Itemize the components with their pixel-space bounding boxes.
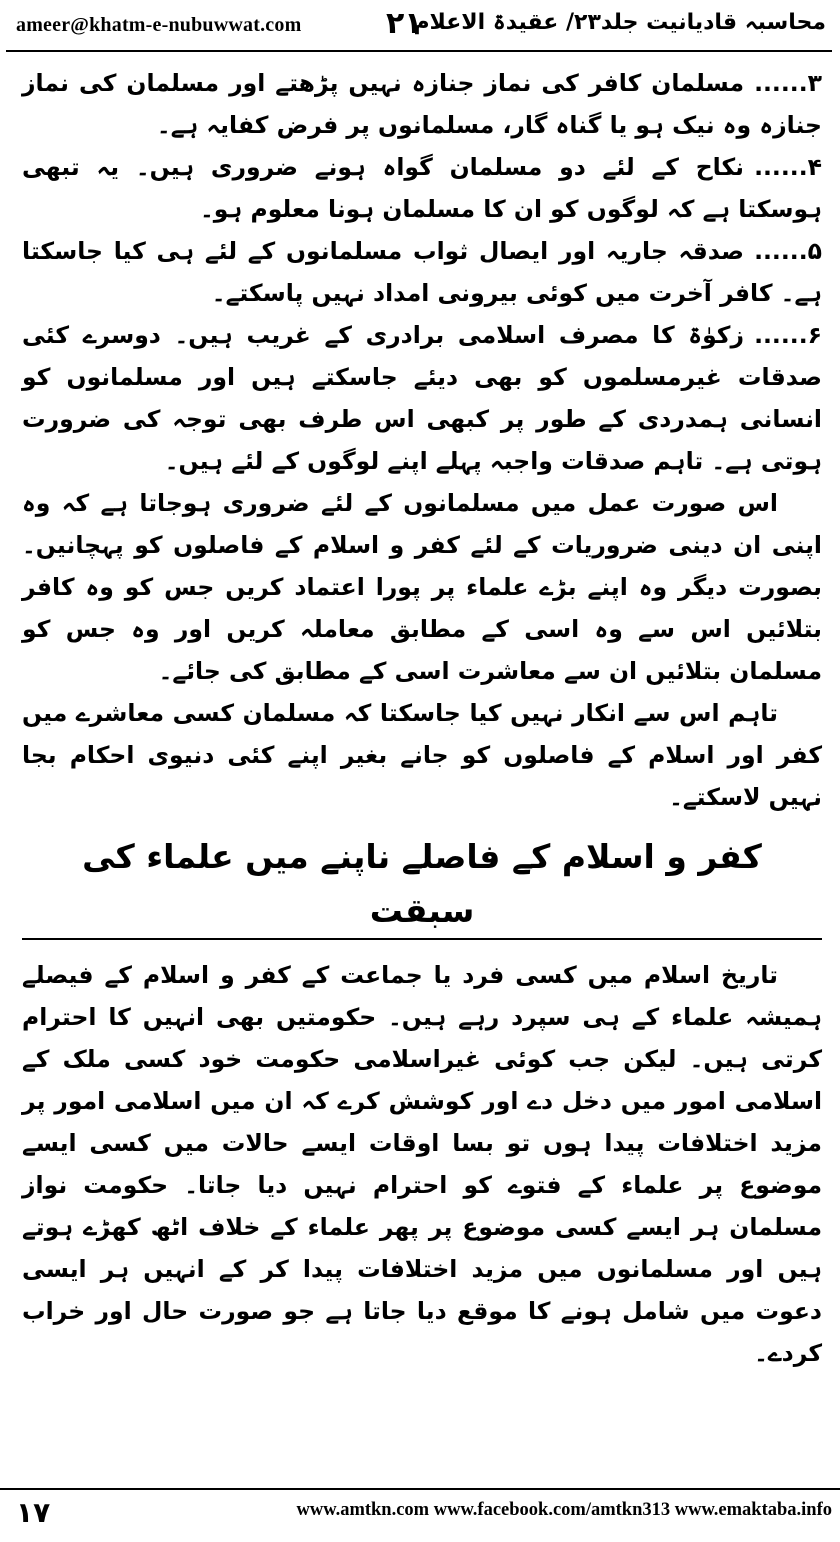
header-email[interactable]: ameer@khatm-e-nubuwwat.com <box>16 14 302 36</box>
list-item-number: ۳...... <box>754 69 822 97</box>
list-item-number: ۵...... <box>754 237 822 265</box>
body-paragraph: تاہم اس سے انکار نہیں کیا جاسکتا کہ مسلمان کسی معاشرے میں کفر اور اسلام کے فاصلوں کو جانے بغیر اپنے کئی دنیوی احکام بجا نہیں لاسکتے۔ <box>22 699 822 811</box>
list-item-number: ۶...... <box>754 321 822 349</box>
footer-links[interactable]: www.amtkn.com www.facebook.com/amtkn313 www.emaktaba.info <box>296 1500 832 1520</box>
page-footer <box>0 1488 840 1542</box>
header-title: محاسبہ قادیانیت جلد۲۳/ عقیدۃ الاعلام <box>413 10 826 35</box>
list-item <box>22 230 822 314</box>
list-item <box>22 62 822 146</box>
list-item <box>22 146 822 230</box>
section-heading <box>22 830 822 940</box>
list-item-text: نکاح کے لئے دو مسلمان گواہ ہونے ضروری ہیں۔ یہ تبھی ہوسکتا ہے کہ لوگوں کو ان کا مسلمان ہونا معلوم ہو۔ <box>22 153 822 223</box>
page-header <box>6 0 832 52</box>
page-content <box>22 62 822 1374</box>
section-heading-text: کفر و اسلام کے فاصلے ناپنے میں علماء کی سبقت <box>22 830 822 940</box>
body-paragraph: تاریخ اسلام میں کسی فرد یا جماعت کے کفر و اسلام کے فیصلے ہمیشہ علماء کے ہی سپرد رہے ہیں۔ حکومتیں بھی انہیں کا احترام کرتی ہیں۔ لیکن جب کوئی غیراسلامی حکومت خود کسی ملک کے اسلامی امور میں دخل دے اور کوشش کرے کہ ان میں اسلامی امور پر مزید اختلافات پیدا ہوں تو بسا اوقات ایسے حالات میں کسی ایسے موضوع پر علماء کے فتوے کو احترام نہیں دیا جاتا۔ حکومت نواز مسلمان ہر ایسے کسی موضوع پر پھر علماء کے خلاف اٹھ کھڑے ہوتے ہیں اور مسلمانوں میں مزید اختلافات پیدا کر کے انہیں ہر ایسی دعوت میں شامل ہونے کا موقع دیا جاتا ہے جو صورت حال اور خراب کردے۔ <box>22 961 822 1367</box>
footer-page-number: ۱۷ <box>16 1496 51 1529</box>
body-paragraph: اس صورت عمل میں مسلمانوں کے لئے ضروری ہوجاتا ہے کہ وہ اپنی ان دینی ضروریات کے لئے کفر و اسلام کے فاصلوں کو پہچانیں۔ بصورت دیگر وہ اپنے بڑے علماء پر پورا اعتماد کریں جس کو وہ کافر بتلائیں اس سے وہ اسی کے مطابق معاملہ کریں اور وہ جس کو مسلمان بتلائیں ان سے معاشرت اسی کے مطابق کی جائے۔ <box>22 489 822 685</box>
list-item-text: مسلمان کافر کی نماز جنازہ نہیں پڑھتے اور مسلمان کی نماز جنازہ وہ نیک ہو یا گناہ گار، مسلمانوں پر فرض کفایہ ہے۔ <box>22 69 822 139</box>
list-item-text: صدقہ جاریہ اور ایصال ثواب مسلمانوں کے لئے ہی کیا جاسکتا ہے۔ کافر آخرت میں کوئی بیرونی امداد نہیں پاسکتے۔ <box>22 237 822 307</box>
header-page-number: ۲۱ <box>386 6 423 41</box>
list-item <box>22 314 822 482</box>
list-item-text: زکوٰۃ کا مصرف اسلامی برادری کے غریب ہیں۔ دوسرے کئی صدقات غیرمسلموں کو بھی دیئے جاسکتے ہیں اور مسلمانوں کو انسانی ہمدردی کے طور پر کبھی اس طرف بھی توجہ کی ضرورت ہوتی ہے۔ تاہم صدقات واجبہ پہلے اپنے لوگوں کے لئے ہیں۔ <box>22 321 822 475</box>
list-item-number: ۴...... <box>754 153 822 181</box>
